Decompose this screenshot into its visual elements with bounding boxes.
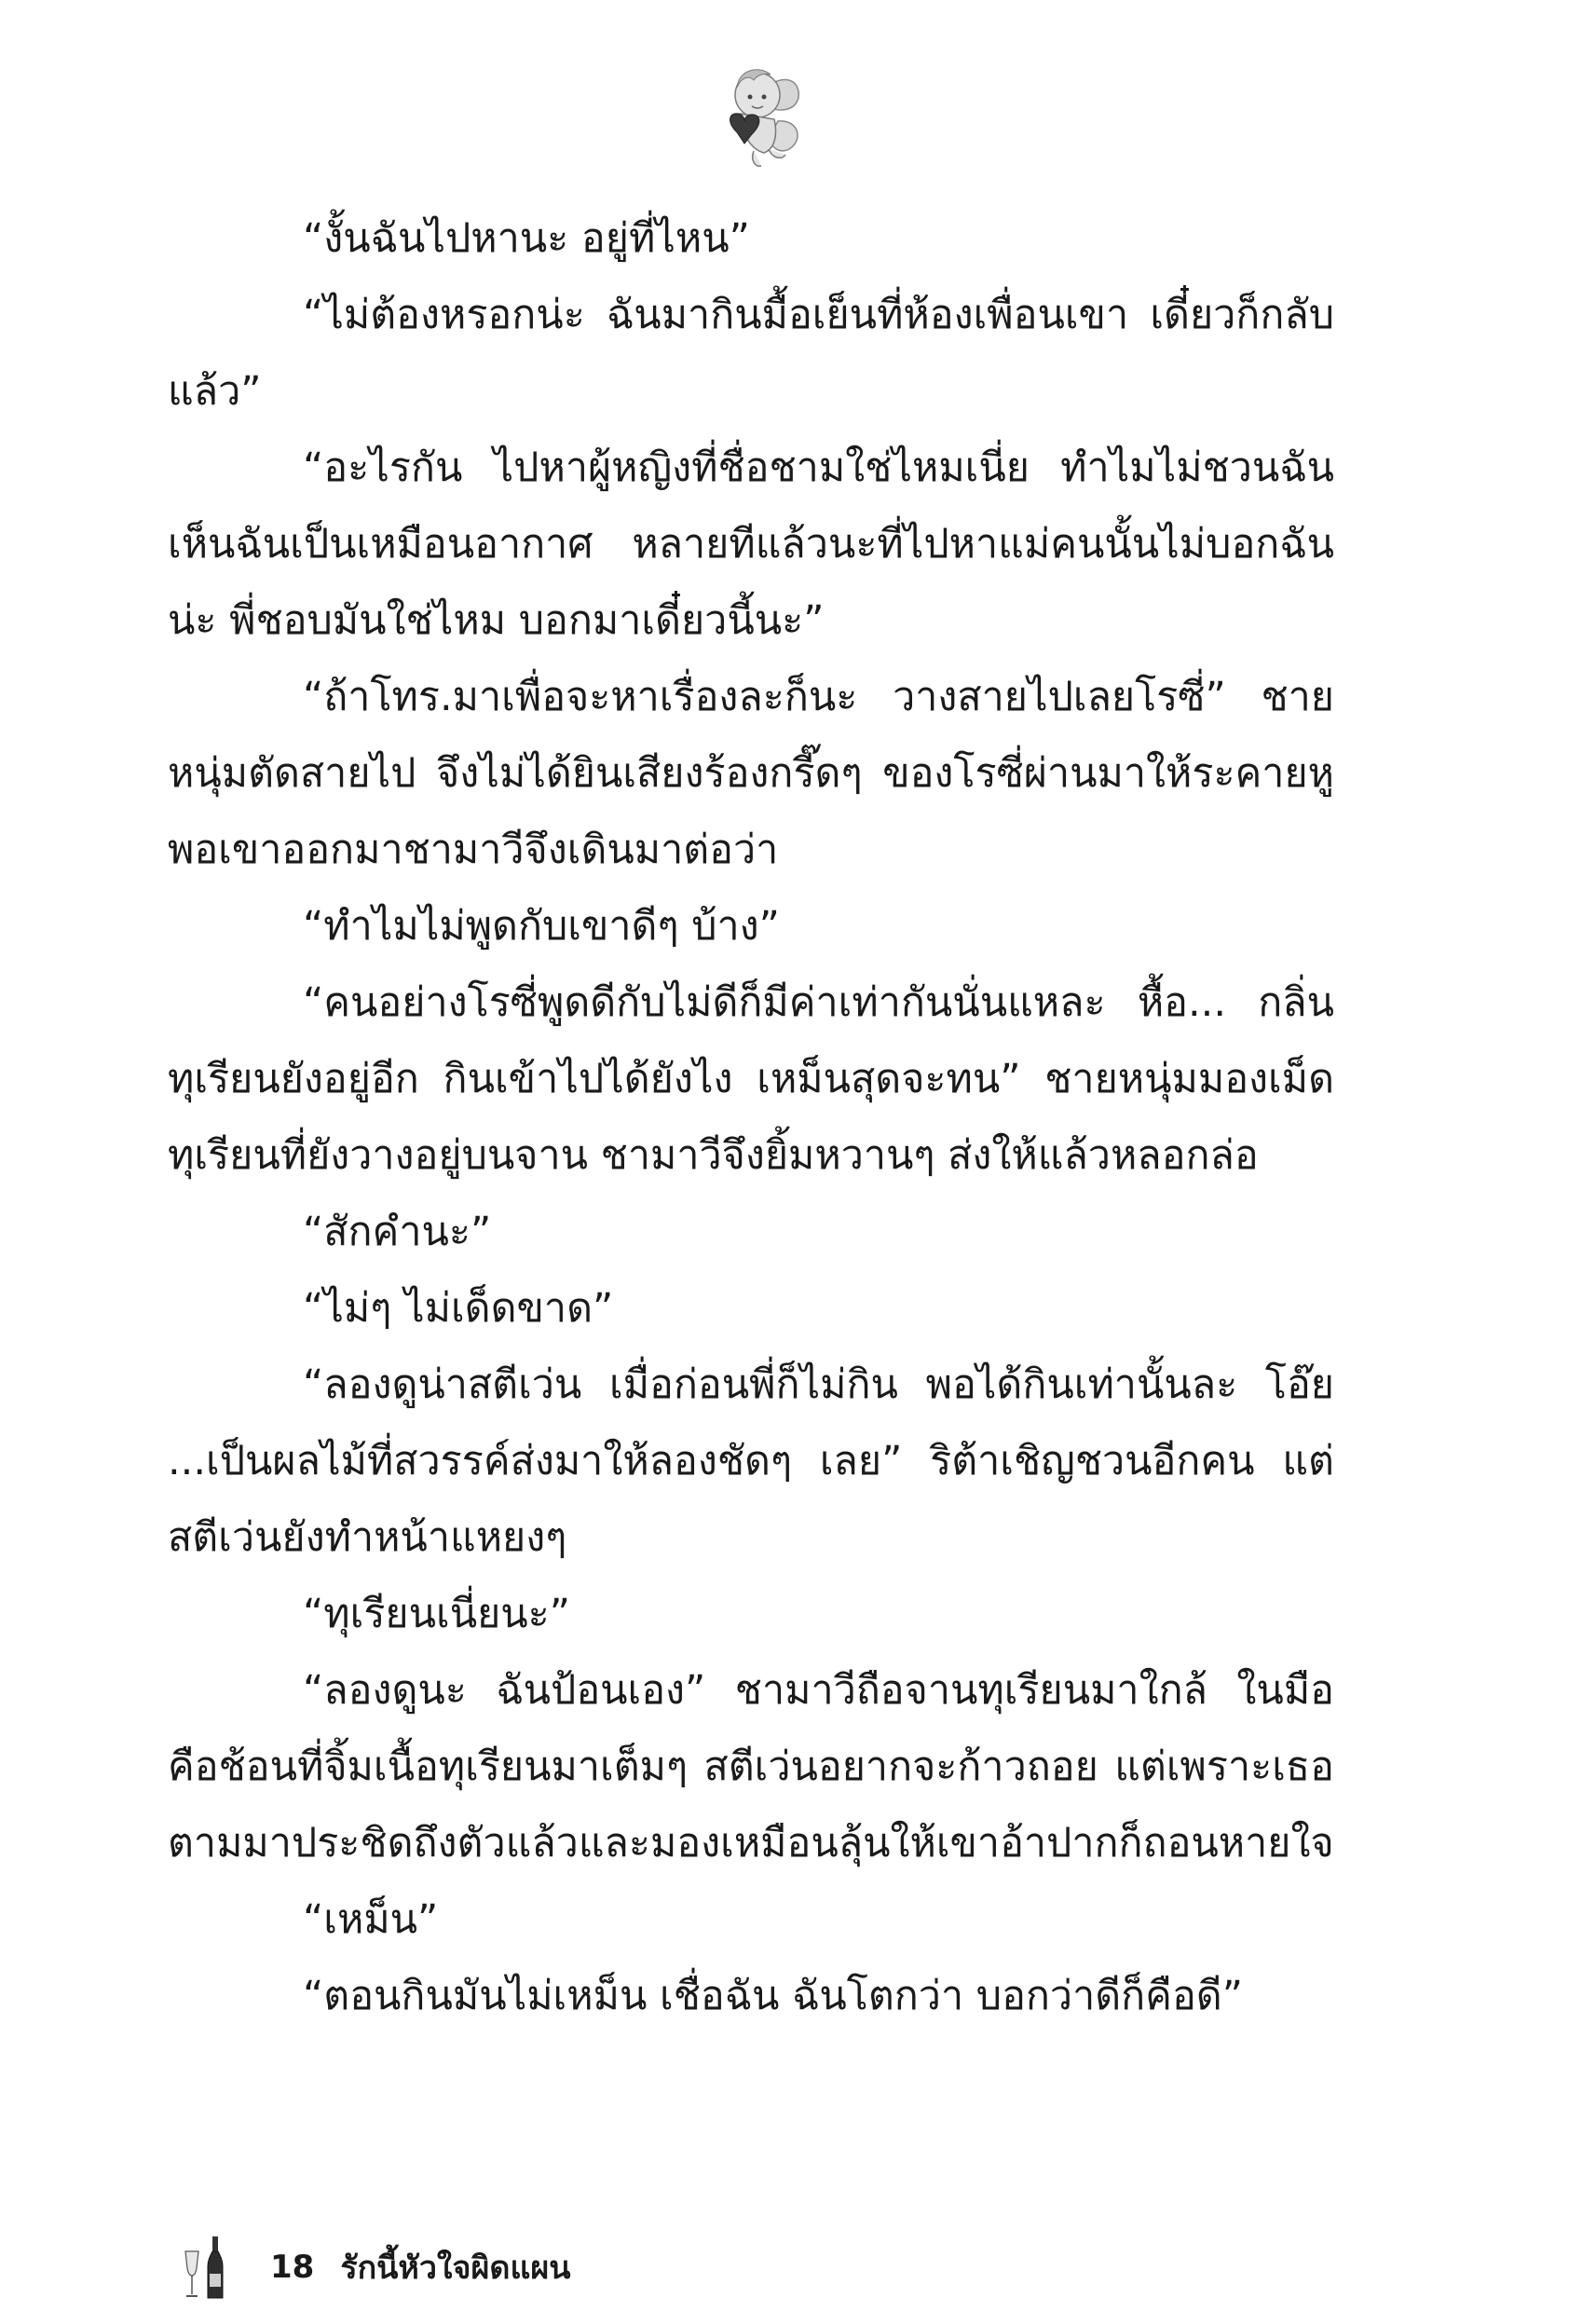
paragraph: “ทุเรียนเนี่ยนะ” [303,1591,571,1637]
wine-bottle-glass-icon [182,2233,233,2303]
paragraph: “ลองดูนะ ฉันป้อนเอง” ชามาวีถือจานทุเรียนมาใกล้ ในมือคือช้อนที่จิ้มเนื้อทุเรียนมาเต็มๆ สตีเว่นอยากจะก้าวถอย แต่เพราะเธอตามมาประชิดถึงตัวแล้วและมองเหมือนลุ้นให้เขาอ้าปากก็ถอนหายใจ [168,1667,1334,1867]
paragraph: “ตอนกินมันไม่เหม็น เชื่อฉัน ฉันโตกว่า บอกว่าดีก็คือดี” [303,1973,1243,2019]
paragraph: “สักคำนะ” [303,1209,492,1255]
paragraph: “ถ้าโทร.มาเพื่อจะหาเรื่องละก็นะ วางสายไปเลยโรซี่” ชายหนุ่มตัดสายไป จึงไม่ได้ยินเสียงร้องกรี๊ดๆ ของโรซี่ผ่านมาให้ระคายหู พอเขาออกมาชามาวีจึงเดินมาต่อว่า [168,674,1334,873]
paragraph: “ลองดูน่าสตีเว่น เมื่อก่อนพี่ก็ไม่กิน พอได้กินเท่านั้นละ โอ๊ย ...เป็นผลไม้ที่สวรรค์ส่งมาให้ลองชัดๆ เลย” ริต้าเชิญชวนอีกคน แต่สตีเว่นยังทำหน้าแหยงๆ [168,1361,1334,1561]
paragraph: “ทำไมไม่พูดกับเขาดีๆ บ้าง” [303,903,780,950]
page-number: 18 [270,2249,315,2286]
book-title: รักนี้หัวใจผิดแผน [340,2249,571,2287]
paragraph: “เหม็น” [303,1896,439,1943]
paragraph: “อะไรกัน ไปหาผู้หญิงที่ชื่อชามใช่ไหมเนี่ย ทำไมไม่ชวนฉัน เห็นฉันเป็นเหมือนอากาศ หลายทีแล้วนะที่ไปหาแม่คนนั้นไม่บอกฉันน่ะ พี่ชอบมันใช่ไหม บอกมาเดี๋ยวนี้นะ” [168,444,1334,644]
paragraph: “คนอย่างโรซี่พูดดีกับไม่ดีก็มีค่าเท่ากันนั่นแหละ หื้อ... กลิ่นทุเรียนยังอยู่อีก กินเข้าไปได้ยังไง เหม็นสุดจะทน” ชายหนุ่มมองเม็ดทุเรียนที่ยังวางอยู่บนจาน ชามาวีจึงยิ้มหวานๆ ส่งให้แล้วหลอกล่อ [168,979,1334,1179]
paragraph: “ไม่ต้องหรอกน่ะ ฉันมากินมื้อเย็นที่ห้องเพื่อนเขา เดี๋ยวก็กลับแล้ว” [168,292,1334,415]
page-footer [182,2230,571,2304]
chapter-text [168,200,1334,2034]
paragraph: “งั้นฉันไปหานะ อยู่ที่ไหน” [303,215,750,262]
paragraph: “ไม่ๆ ไม่เด็ดขาด” [303,1285,614,1332]
cupid-heart-icon [713,56,806,177]
